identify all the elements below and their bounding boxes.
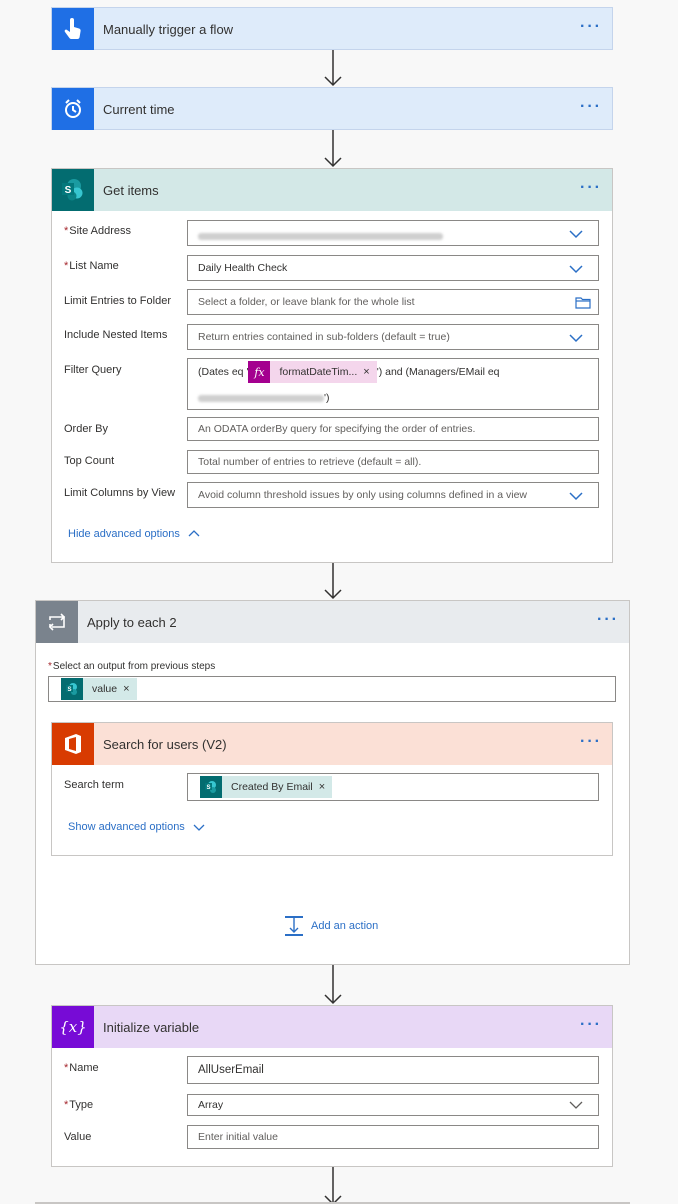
list-name-label [64,260,119,272]
variable-value-placeholder: Enter initial value [198,1131,278,1143]
folder-icon[interactable] [575,296,591,310]
limit-columns-placeholder: Avoid column threshold issues by only using columns defined in a view [198,489,527,501]
add-an-action-button[interactable] [284,915,378,937]
initialize-variable-more-button[interactable]: ··· [580,1016,602,1033]
chevron-down-icon [193,822,205,832]
connector-arrow-icon [323,965,343,1005]
touch-hand-icon [52,8,94,50]
variable-type-label-text: Type [69,1099,94,1111]
get-items-header[interactable] [52,169,612,211]
search-users-more-button[interactable]: ··· [580,733,602,750]
top-count-placeholder: Total number of entries to retrieve (default = all). [198,456,422,468]
add-an-action-label: Add an action [311,920,379,932]
hide-advanced-options-label: Hide advanced options [68,528,180,540]
required-marker: * [64,260,69,272]
chevron-down-icon [569,227,583,241]
sharepoint-icon [52,169,94,211]
top-count-label: Top Count [64,455,115,467]
variable-type-label [64,1099,93,1111]
required-marker: * [64,225,69,237]
alarm-clock-icon [52,88,94,130]
chevron-up-icon [188,529,200,539]
value-token-label: value [92,683,118,695]
search-users-header[interactable] [52,723,612,765]
order-by-placeholder: An ODATA orderBy query for specifying the order of entries. [198,423,476,435]
limit-folder-input[interactable] [187,289,599,315]
limit-folder-label: Limit Entries to Folder [64,295,171,307]
variable-type-value: Array [198,1099,224,1111]
show-advanced-options-label: Show advanced options [68,821,185,833]
format-date-time-token-label: formatDateTim... [279,366,358,378]
variable-value-input[interactable] [187,1125,599,1149]
sharepoint-icon [61,678,83,700]
limit-folder-placeholder: Select a folder, or leave blank for the whole list [198,296,415,308]
get-items-title: Get items [103,182,159,198]
search-users-card [51,722,613,856]
search-term-label: Search term [64,779,124,791]
filter-query-end: ') [324,392,330,404]
variable-value-label: Value [64,1131,92,1143]
show-advanced-options-link[interactable] [68,821,205,833]
select-output-label-text: Select an output from previous steps [52,661,216,672]
remove-token-button[interactable]: × [318,781,326,793]
site-address-label [64,225,131,237]
filter-query-label: Filter Query [64,364,122,376]
variable-name-label-text: Name [69,1062,99,1074]
connector-arrow-icon [323,563,343,600]
initialize-variable-card [51,1005,613,1167]
format-date-time-token[interactable] [248,361,376,383]
list-name-dropdown[interactable] [187,255,599,281]
initialize-variable-header[interactable] [52,1006,612,1048]
order-by-label: Order By [64,423,109,435]
site-address-dropdown[interactable] [187,220,599,246]
remove-token-button[interactable]: × [363,366,370,378]
current-time-card[interactable] [51,87,613,130]
nested-items-label: Include Nested Items [64,329,168,341]
email-redacted [198,395,324,402]
value-token[interactable] [61,678,137,700]
chevron-down-icon [569,331,583,345]
apply-to-each-card [35,600,630,965]
order-by-input[interactable] [187,417,599,441]
connector-arrow-icon [323,130,343,168]
created-by-email-token-label: Created By Email [231,781,313,793]
office-icon [52,723,94,765]
connector-arrow-icon [323,1167,343,1204]
select-output-label [48,661,215,672]
trigger-more-button[interactable]: ··· [580,18,602,35]
limit-columns-label: Limit Columns by View [64,487,176,499]
hide-advanced-options-link[interactable] [68,528,200,540]
svg-text:S: S [67,687,72,693]
apply-to-each-title: Apply to each 2 [87,614,177,630]
variable-name-label [64,1062,99,1074]
loop-icon [36,601,78,643]
required-marker: * [64,1099,69,1111]
required-marker: * [64,1062,69,1074]
svg-text:{x}: {x} [59,1018,87,1036]
sharepoint-icon [200,776,222,798]
trigger-card[interactable] [51,7,613,50]
apply-to-each-header[interactable] [36,601,629,643]
filter-query-prefix: (Dates eq ' [198,366,249,378]
list-name-label-text: List Name [69,260,119,272]
list-name-value: Daily Health Check [198,262,288,274]
current-time-title: Current time [103,101,175,117]
variable-icon [52,1006,94,1048]
nested-items-dropdown[interactable] [187,324,599,350]
variable-type-dropdown[interactable] [187,1094,599,1116]
trigger-title: Manually trigger a flow [103,21,234,37]
remove-token-button[interactable]: × [123,683,130,695]
site-address-redacted [198,230,443,242]
nested-items-value: Return entries contained in sub-folders (default = true) [198,331,450,343]
chevron-down-icon [569,262,583,276]
created-by-email-token[interactable] [200,776,332,798]
select-output-input[interactable] [48,676,616,702]
required-marker: * [48,661,52,672]
filter-query-suffix: ') and (Managers/EMail eq [376,366,500,378]
connector-arrow-icon [323,50,343,87]
fx-icon: fx [248,361,270,383]
chevron-down-icon [569,1099,583,1111]
top-count-input[interactable] [187,450,599,474]
svg-text:S: S [206,785,211,791]
apply-to-each-more-button[interactable]: ··· [597,611,619,628]
variable-name-input[interactable] [187,1056,599,1084]
current-time-more-button[interactable]: ··· [580,98,602,115]
search-users-title: Search for users (V2) [103,736,227,752]
limit-columns-dropdown[interactable] [187,482,599,508]
svg-text:S: S [64,185,72,196]
chevron-down-icon [569,489,583,503]
search-term-input[interactable] [187,773,599,801]
filter-query-input[interactable] [187,358,599,410]
variable-name-value: AllUserEmail [198,1064,264,1076]
get-items-more-button[interactable]: ··· [580,179,602,196]
get-items-card [51,168,613,563]
add-action-icon [284,915,304,937]
initialize-variable-title: Initialize variable [103,1019,200,1035]
site-address-label-text: Site Address [69,225,132,237]
